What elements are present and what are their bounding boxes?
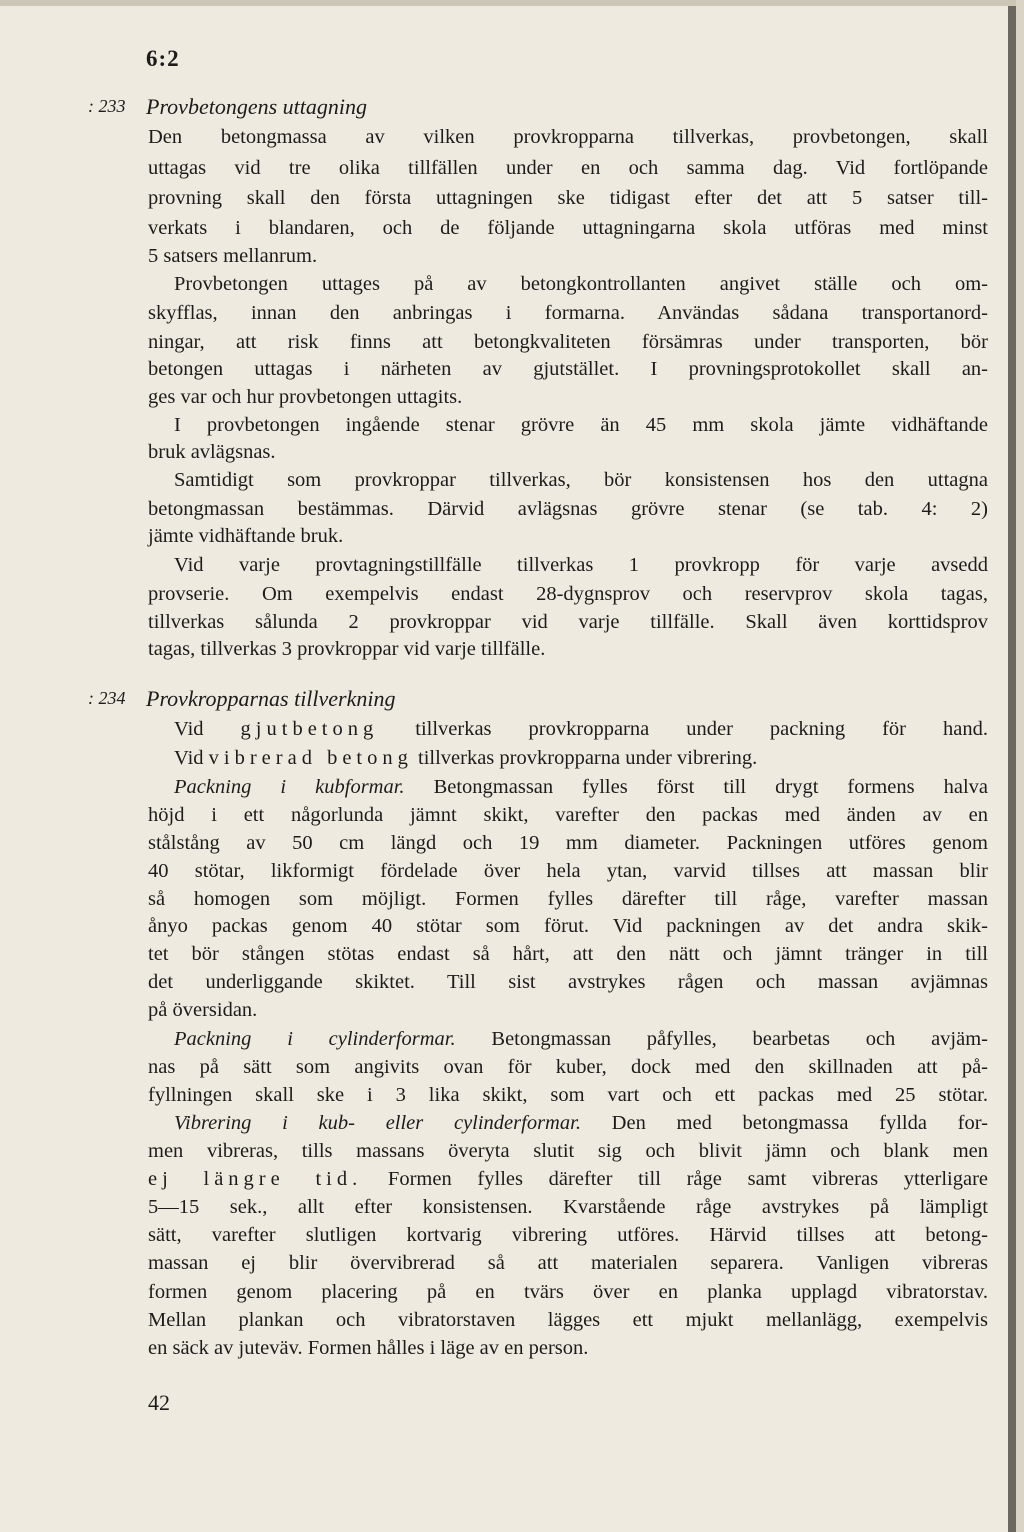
text-run: Betongmassan påfylles, bearbetas och avjäm- (455, 1028, 988, 1050)
section-title: Provkropparnas tillverkning (146, 686, 396, 711)
body-line (148, 1164, 988, 1194)
spaced-term: gjutbetong (240, 718, 379, 740)
body-line: tillverkas sålunda 2 provkroppar vid varje tillfälle. Skall även korttidsprov (148, 611, 988, 633)
chapter-header: 6:2 (146, 46, 180, 71)
body-line: 40 stötar, likformigt fördelade över hela ytan, varvid tillses att massan blir (148, 860, 988, 882)
text-run: Vid (174, 747, 209, 769)
body-line (148, 772, 988, 802)
body-line: skyfflas, innan den anbringas i formarna. Användas sådana transportanord- (148, 302, 988, 324)
body-line: Provbetongen uttages på av betongkontrollanten angivet ställe och om- (174, 273, 988, 295)
spaced-term: vibrerad betong (208, 747, 413, 769)
body-line: jämte vidhäftande bruk. (148, 525, 344, 547)
text-run: Betongmassan fylles först till drygt formens halva (404, 776, 988, 798)
section-number: : 234 (88, 688, 126, 708)
body-line: betongmassan bestämmas. Därvid avlägsnas grövre stenar (se tab. 4: 2) (148, 498, 988, 520)
body-line: provserie. Om exempelvis endast 28-dygnsprov och reservprov skola tagas, (148, 583, 988, 605)
body-line: Mellan plankan och vibratorstaven lägges ett mjukt mellanlägg, exempelvis (148, 1309, 988, 1331)
body-line: höjd i ett någorlunda jämnt skikt, varefter den packas med änden av en (148, 804, 988, 826)
body-line (148, 743, 988, 773)
italic-run: Packning i cylinderformar. (174, 1028, 456, 1050)
body-line: tet bör stången stötas endast så hårt, att den nätt och jämnt tränger in till (148, 943, 988, 965)
section-number: : 233 (88, 96, 126, 116)
body-line: det underliggande skiktet. Till sist avstrykes rågen och massan avjämnas (148, 971, 988, 993)
section-title: Provbetongens uttagning (146, 94, 367, 119)
body-line: ånyo packas genom 40 stötar som förut. Vid packningen av det andra skik- (148, 915, 988, 937)
body-line: 5 satsers mellanrum. (148, 245, 318, 267)
body-line: uttagas vid tre olika tillfällen under en och samma dag. Vid fortlöpande (148, 157, 988, 179)
body-line: 5—15 sek., allt efter konsistensen. Kvarstående råge avstrykes på lämpligt (148, 1196, 988, 1218)
body-line (148, 714, 988, 744)
italic-run: Vibrering i kub- eller cylinderformar. (174, 1112, 581, 1134)
page-number: 42 (148, 1390, 170, 1415)
body-line: verkats i blandaren, och de följande uttagningarna skola utföras med minst (148, 217, 988, 239)
body-line: formen genom placering på en tvärs över en planka upplagd vibratorstav. (148, 1281, 988, 1303)
page-edge (0, 0, 1016, 6)
body-line: Samtidigt som provkroppar tillverkas, bör konsistensen hos den uttagna (174, 469, 988, 491)
text-run: tillverkas provkropparna under packning för hand. (378, 718, 988, 740)
body-line: ningar, att risk finns att betongkvaliteten försämras under transporten, bör (148, 331, 988, 353)
body-line: men vibreras, tills massans överyta slutit sig och blivit jämn och blank men (148, 1140, 988, 1162)
text-run: tillverkas provkropparna under vibrering. (412, 747, 758, 769)
body-line: massan ej blir övervibrerad så att materialen separera. Vanligen vibreras (148, 1252, 988, 1274)
body-line: fyllningen skall ske i 3 lika skikt, som vart och ett packas med 25 stötar. (148, 1084, 988, 1106)
body-line: Vid varje provtagningstillfälle tillverkas 1 provkropp för varje avsedd (174, 554, 988, 576)
body-line: en säck av juteväv. Formen hålles i läge av en person. (148, 1337, 589, 1359)
body-line: sätt, varefter slutligen kortvarig vibrering utföres. Härvid tillses att betong- (148, 1224, 988, 1246)
body-line: nas på sätt som angivits ovan för kuber, dock med den skillnaden att på- (148, 1056, 988, 1078)
body-line: Den betongmassa av vilken provkropparna tillverkas, provbetongen, skall (148, 126, 988, 148)
text-run: Vid (174, 718, 241, 740)
text-run: Den med betongmassa fyllda for- (580, 1112, 988, 1134)
body-line: ges var och hur provbetongen uttagits. (148, 386, 463, 408)
body-line: på översidan. (148, 999, 258, 1021)
body-line: bruk avlägsnas. (148, 441, 276, 463)
body-line (148, 1108, 988, 1138)
body-line: så homogen som möjligt. Formen fylles därefter till råge, varefter massan (148, 888, 988, 910)
body-line: I provbetongen ingående stenar grövre än 45 mm skola jämte vidhäftande (174, 414, 988, 436)
body-line (148, 1024, 988, 1054)
body-line: betongen uttagas i närheten av gjutstället. I provningsprotokollet skall an- (148, 358, 988, 380)
spaced-term: ej längre tid. (148, 1168, 363, 1190)
body-line: provning skall den första uttagningen ske tidigast efter det att 5 satser till- (148, 187, 988, 209)
text-run: Formen fylles därefter till råge samt vibreras ytterligare (362, 1168, 989, 1190)
body-line: tagas, tillverkas 3 provkroppar vid varje tillfälle. (148, 638, 546, 660)
body-line: stålstång av 50 cm längd och 19 mm diameter. Packningen utföres genom (148, 832, 988, 854)
italic-run: Packning i kubformar. (174, 776, 405, 798)
